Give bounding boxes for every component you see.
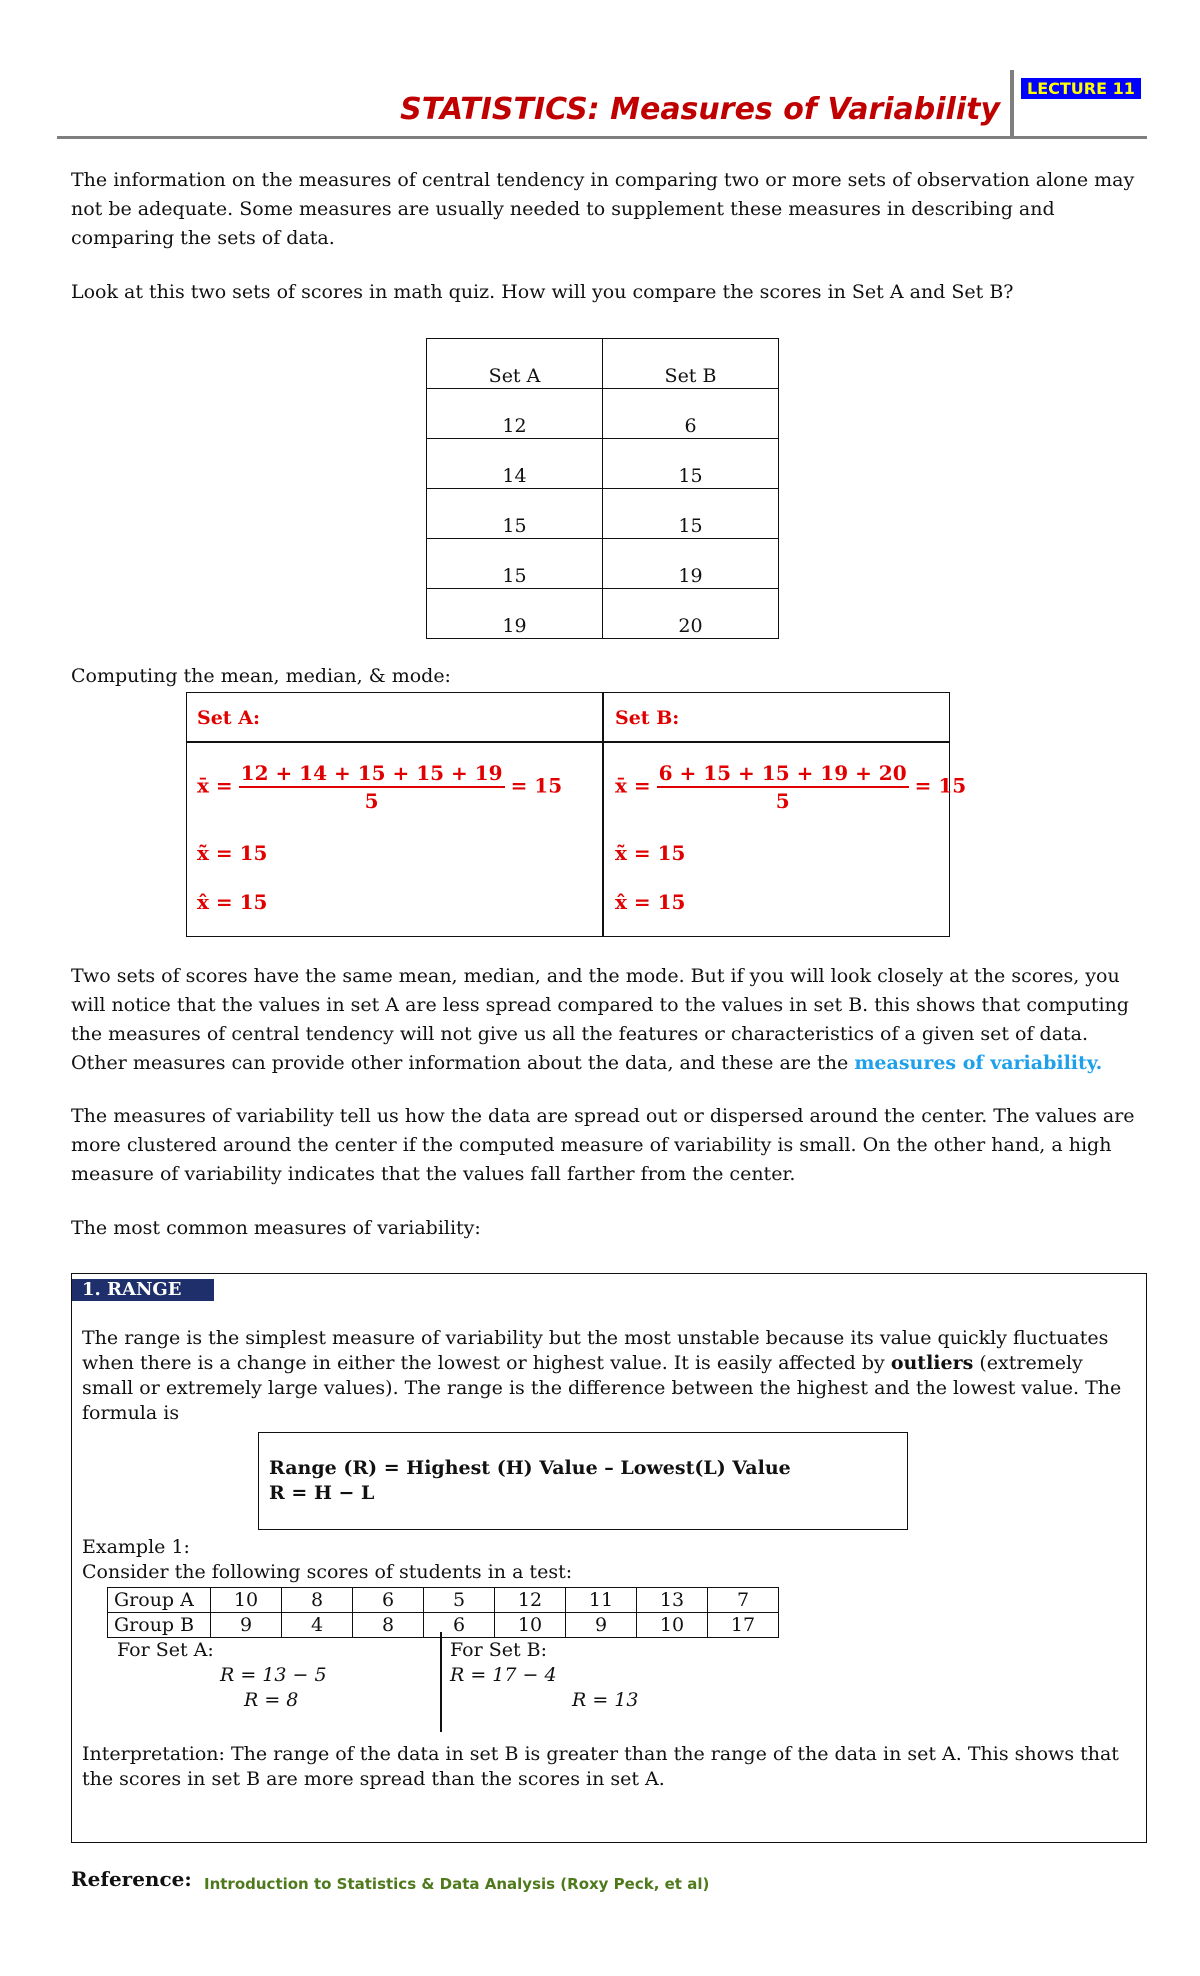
table-cell: 9 bbox=[211, 1613, 282, 1638]
intro-text-2: Look at this two sets of scores in math quiz. How will you compare the scores in Set A and Set B? bbox=[71, 281, 1014, 303]
set-b-median: x̃ = 15 bbox=[615, 841, 686, 865]
table-row bbox=[427, 489, 779, 539]
interpretation-text: Interpretation: The range of the data in set B is greater than the range of the data in set A. This shows that the scores in set B are more spread than the scores in set A. bbox=[82, 1743, 1119, 1790]
table-row bbox=[427, 539, 779, 589]
table-cell: 15 bbox=[427, 489, 603, 539]
reference-text: Introduction to Statistics & Data Analysis (Roxy Peck, et al) bbox=[204, 1875, 710, 1893]
range-formula-box bbox=[258, 1432, 908, 1530]
mean-fraction bbox=[239, 761, 505, 813]
set-a-mode: x̂ = 15 bbox=[197, 890, 268, 914]
set-a-range-line-2: R = 8 bbox=[244, 1689, 299, 1711]
explain-paragraph-3 bbox=[71, 1214, 1141, 1243]
computing-label: Computing the mean, median, & mode: bbox=[71, 665, 451, 687]
table-cell: 6 bbox=[603, 389, 779, 439]
range-section bbox=[71, 1273, 1147, 1843]
table-cell: 19 bbox=[427, 589, 603, 639]
group-name: Group A bbox=[108, 1588, 211, 1613]
explain-paragraph-1 bbox=[71, 962, 1141, 1078]
set-b-range-line-1: R = 17 − 4 bbox=[450, 1664, 557, 1686]
table-header-cell: Set B bbox=[603, 339, 779, 389]
set-b-mean bbox=[615, 761, 966, 813]
table-cell: 10 bbox=[211, 1588, 282, 1613]
header-divider bbox=[57, 136, 1147, 139]
reference-label: Reference: bbox=[71, 1867, 192, 1891]
fraction-denominator: 5 bbox=[364, 789, 379, 813]
mean-symbol: x̄ = bbox=[197, 773, 233, 798]
calculation-box bbox=[186, 692, 967, 937]
set-b-range-label: For Set B: bbox=[450, 1639, 548, 1661]
fraction-numerator: 12 + 14 + 15 + 15 + 19 bbox=[239, 761, 505, 788]
table-row bbox=[427, 389, 779, 439]
set-a-median: x̃ = 15 bbox=[197, 841, 268, 865]
intro-paragraph-2 bbox=[71, 278, 1141, 307]
header-divider-vertical bbox=[1010, 70, 1014, 136]
table-header-row bbox=[427, 339, 779, 389]
calc-column-divider bbox=[602, 693, 604, 936]
set-a-mean bbox=[197, 761, 562, 813]
table-cell: 15 bbox=[603, 439, 779, 489]
range-heading: 1. RANGE bbox=[72, 1279, 214, 1301]
table-cell: 11 bbox=[566, 1588, 637, 1613]
range-description-post: (extremely small or extremely large values). The range is the difference between the highest and the lowest value. The formula is bbox=[82, 1352, 1122, 1424]
range-column-divider bbox=[440, 1632, 442, 1732]
mean-symbol: x̄ = bbox=[615, 773, 651, 798]
table-cell: 20 bbox=[603, 589, 779, 639]
range-description bbox=[82, 1326, 1137, 1426]
example-text: Consider the following scores of students in a test: bbox=[82, 1561, 573, 1583]
table-row bbox=[108, 1588, 779, 1613]
table-header-cell: Set A bbox=[427, 339, 603, 389]
table-cell: 19 bbox=[603, 539, 779, 589]
explain-paragraph-2 bbox=[71, 1102, 1141, 1189]
table-cell: 8 bbox=[353, 1613, 424, 1638]
table-cell: 12 bbox=[427, 389, 603, 439]
table-cell: 10 bbox=[495, 1613, 566, 1638]
table-row bbox=[427, 439, 779, 489]
table-cell: 14 bbox=[427, 439, 603, 489]
groups-table bbox=[107, 1587, 779, 1638]
mean-result: = 15 bbox=[510, 773, 563, 798]
table-cell: 13 bbox=[637, 1588, 708, 1613]
intro-paragraph-1 bbox=[71, 166, 1141, 253]
table-cell: 7 bbox=[708, 1588, 779, 1613]
measures-of-variability-highlight: measures of variability. bbox=[854, 1052, 1103, 1074]
calc-header-divider bbox=[187, 741, 949, 743]
table-row bbox=[427, 589, 779, 639]
table-row bbox=[108, 1613, 779, 1638]
explain-text-1 bbox=[71, 962, 1141, 1078]
table-cell: 10 bbox=[637, 1613, 708, 1638]
fraction-numerator: 6 + 15 + 15 + 19 + 20 bbox=[657, 761, 909, 788]
scores-table bbox=[426, 338, 779, 639]
table-cell: 5 bbox=[424, 1588, 495, 1613]
table-cell: 6 bbox=[424, 1613, 495, 1638]
formula-line-1: Range (R) = Highest (H) Value – Lowest(L) Value bbox=[269, 1457, 791, 1479]
explain-text-2: The measures of variability tell us how the data are spread out or dispersed around the center. The values are more clustered around the center if the computed measure of variability is small. On the other hand, a high measure of variability indicates that the values fall farther from the center. bbox=[71, 1105, 1135, 1185]
table-cell: 9 bbox=[566, 1613, 637, 1638]
set-a-label: Set A: bbox=[197, 707, 260, 729]
table-cell: 12 bbox=[495, 1588, 566, 1613]
set-b-range-line-2: R = 13 bbox=[572, 1689, 639, 1711]
table-cell: 15 bbox=[427, 539, 603, 589]
page-title: STATISTICS: Measures of Variability bbox=[400, 92, 1000, 127]
intro-text-1: The information on the measures of central tendency in comparing two or more sets of observation alone may not be adequate. Some measures are usually needed to supplement these measures in describing and comparing the sets of data. bbox=[71, 169, 1135, 249]
lecture-badge: LECTURE 11 bbox=[1021, 78, 1141, 99]
table-cell: 4 bbox=[282, 1613, 353, 1638]
explain-text-3: The most common measures of variability: bbox=[71, 1217, 481, 1239]
range-description-pre: The range is the simplest measure of variability but the most unstable because its value quickly fluctuates when there is a change in either the lowest or highest value. It is easily affected by bbox=[82, 1327, 1109, 1374]
outliers-term: outliers bbox=[890, 1352, 974, 1374]
set-a-range-line-1: R = 13 − 5 bbox=[220, 1664, 327, 1686]
example-label: Example 1: bbox=[82, 1536, 190, 1558]
fraction-denominator: 5 bbox=[775, 789, 790, 813]
set-b-mode: x̂ = 15 bbox=[615, 890, 686, 914]
formula-line-2: R = H − L bbox=[269, 1482, 375, 1504]
set-b-label: Set B: bbox=[615, 707, 680, 729]
group-name: Group B bbox=[108, 1613, 211, 1638]
table-cell: 15 bbox=[603, 489, 779, 539]
mean-fraction bbox=[657, 761, 909, 813]
set-a-range-label: For Set A: bbox=[117, 1639, 214, 1661]
table-cell: 17 bbox=[708, 1613, 779, 1638]
explain-text-1-body: Two sets of scores have the same mean, median, and the mode. But if you will look closely at the scores, you will notice that the values in set A are less spread compared to the values in set B. this shows that computing the measures of central tendency will not give us all the features or characteristics of a given set of data. Other measures can provide other information about the data, and these are the bbox=[71, 965, 1129, 1074]
mean-result: = 15 bbox=[914, 773, 967, 798]
table-cell: 6 bbox=[353, 1588, 424, 1613]
table-cell: 8 bbox=[282, 1588, 353, 1613]
